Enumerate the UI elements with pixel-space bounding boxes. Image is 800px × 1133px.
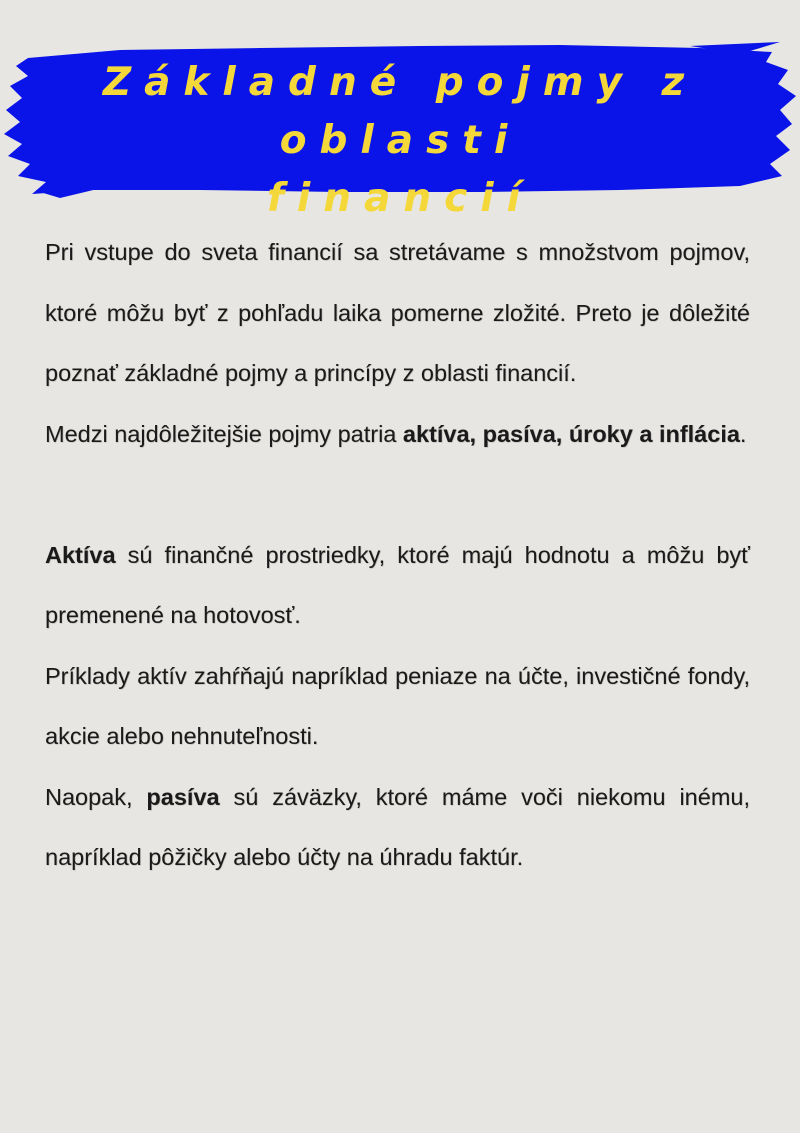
page-title-line-2: financií — [266, 176, 534, 221]
page-title — [0, 54, 800, 228]
examples-paragraph: Príklady aktív zahŕňajú napríklad peniaze na účte, investičné fondy, akcie alebo nehnuteľnosti. — [45, 662, 750, 749]
key-terms-prefix: Medzi najdôležitejšie pojmy patria — [45, 420, 403, 447]
liabilities-prefix: Naopak, — [45, 783, 147, 810]
article-body — [45, 222, 750, 888]
liabilities-term: pasíva — [146, 783, 220, 810]
key-terms-suffix: . — [739, 420, 747, 447]
intro-paragraph: Pri vstupe do sveta financií sa stretávame s množstvom pojmov, ktoré môžu byť z pohľadu laika pomerne zložité. Preto je dôležité poznať základné pojmy a princípy z oblasti financií. — [45, 239, 750, 386]
liabilities-paragraph — [45, 767, 750, 888]
key-terms-paragraph — [45, 404, 750, 465]
key-terms-list: aktíva, pasíva, úroky a inflácia — [402, 420, 740, 447]
assets-term: Aktíva — [45, 541, 116, 568]
paragraph-spacer — [45, 464, 750, 525]
assets-definition: sú finančné prostriedky, ktoré majú hodnotu a môžu byť premenené na hotovosť. — [45, 541, 750, 628]
title-banner — [0, 40, 800, 221]
assets-paragraph — [45, 525, 750, 646]
page-title-line-1: Základné pojmy z oblasti — [102, 60, 698, 163]
liabilities-definition: sú záväzky, ktoré máme voči niekomu inému, napríklad pôžičky alebo účty na úhradu faktúr. — [45, 783, 750, 870]
